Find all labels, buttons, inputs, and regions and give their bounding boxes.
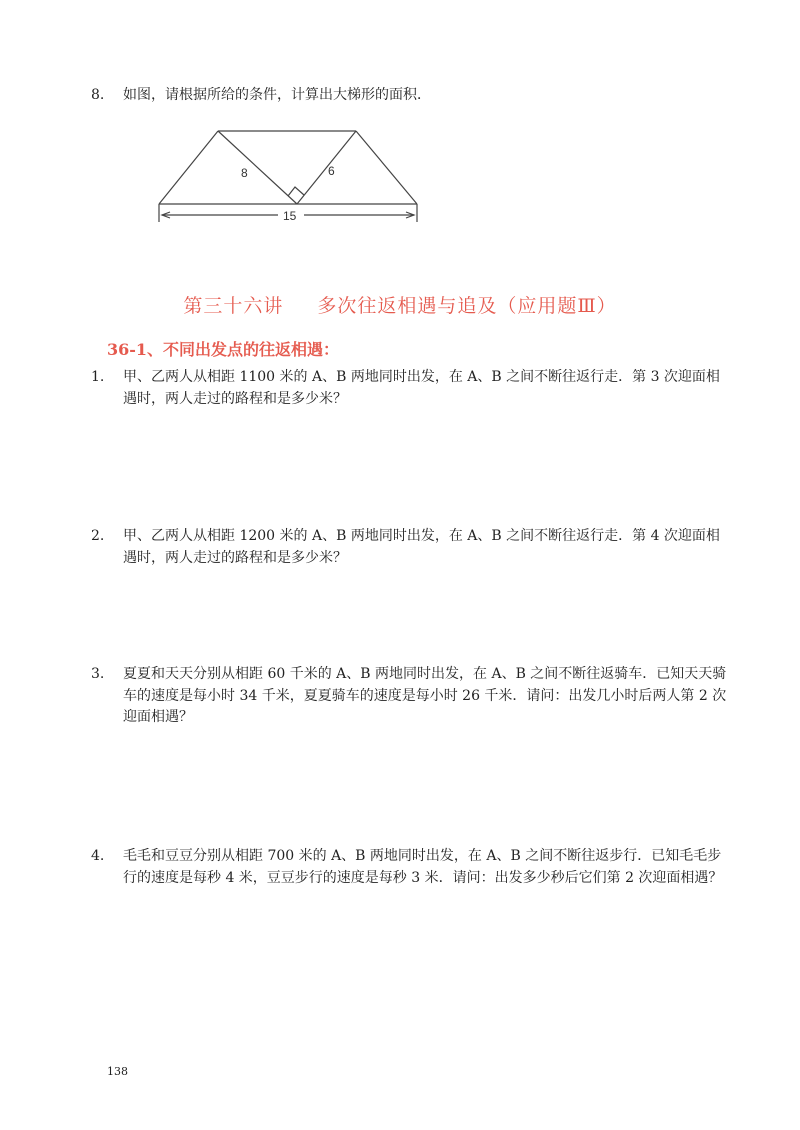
- question-number: 1.: [91, 369, 105, 385]
- lecture-title: [0, 291, 800, 318]
- diagonal-8: [218, 131, 297, 204]
- question-4: [91, 846, 727, 889]
- question-number: 2.: [91, 528, 105, 544]
- label-6: 6: [328, 164, 335, 178]
- question-text: 甲、乙两人从相距 1100 米的 A、B 两地同时出发，在 A、B 之间不断往返行走．第 3 次迎面相遇时，两人走过的路程和是多少米？: [123, 369, 720, 407]
- question-1: [91, 367, 727, 410]
- page-number: 138: [107, 1065, 128, 1078]
- left-leg: [159, 131, 218, 204]
- question-text: 如图，请根据所给的条件，计算出大梯形的面积．: [123, 87, 431, 103]
- question-3: [91, 664, 727, 729]
- lecture-number: 第三十六讲: [183, 295, 284, 317]
- label-15: 15: [283, 209, 297, 223]
- question-text: 毛毛和豆豆分别从相距 700 米的 A、B 两地同时出发，在 A、B 之间不断往返步行．已知毛毛步行的速度是每秒 4 米，豆豆步行的速度是每秒 3 米．请问：出发多少秒后它们第 2 次迎面相遇？: [123, 848, 723, 886]
- question-number: 4.: [91, 848, 105, 864]
- diagonal-6: [297, 131, 356, 204]
- question-number: 8.: [91, 87, 105, 103]
- trapezoid-figure: [150, 120, 420, 230]
- lecture-topic: 多次往返相遇与追及（应用题Ⅲ）: [317, 295, 617, 317]
- question-8: [91, 85, 727, 107]
- question-2: [91, 526, 727, 569]
- question-text: 甲、乙两人从相距 1200 米的 A、B 两地同时出发，在 A、B 之间不断往返行走．第 4 次迎面相遇时，两人走过的路程和是多少米？: [123, 528, 720, 566]
- label-8: 8: [241, 166, 248, 180]
- question-number: 3.: [91, 666, 105, 682]
- section-heading: 36-1、不同出发点的往返相遇：: [107, 340, 340, 359]
- right-angle-mark: [288, 187, 304, 196]
- right-leg: [356, 131, 417, 204]
- question-text: 夏夏和天天分别从相距 60 千米的 A、B 两地同时出发，在 A、B 之间不断往返骑车．已知天天骑车的速度是每小时 34 千米，夏夏骑车的速度是每小时 26 千米．请问：出发几小时后两人第 2 次迎面相遇？: [123, 666, 727, 725]
